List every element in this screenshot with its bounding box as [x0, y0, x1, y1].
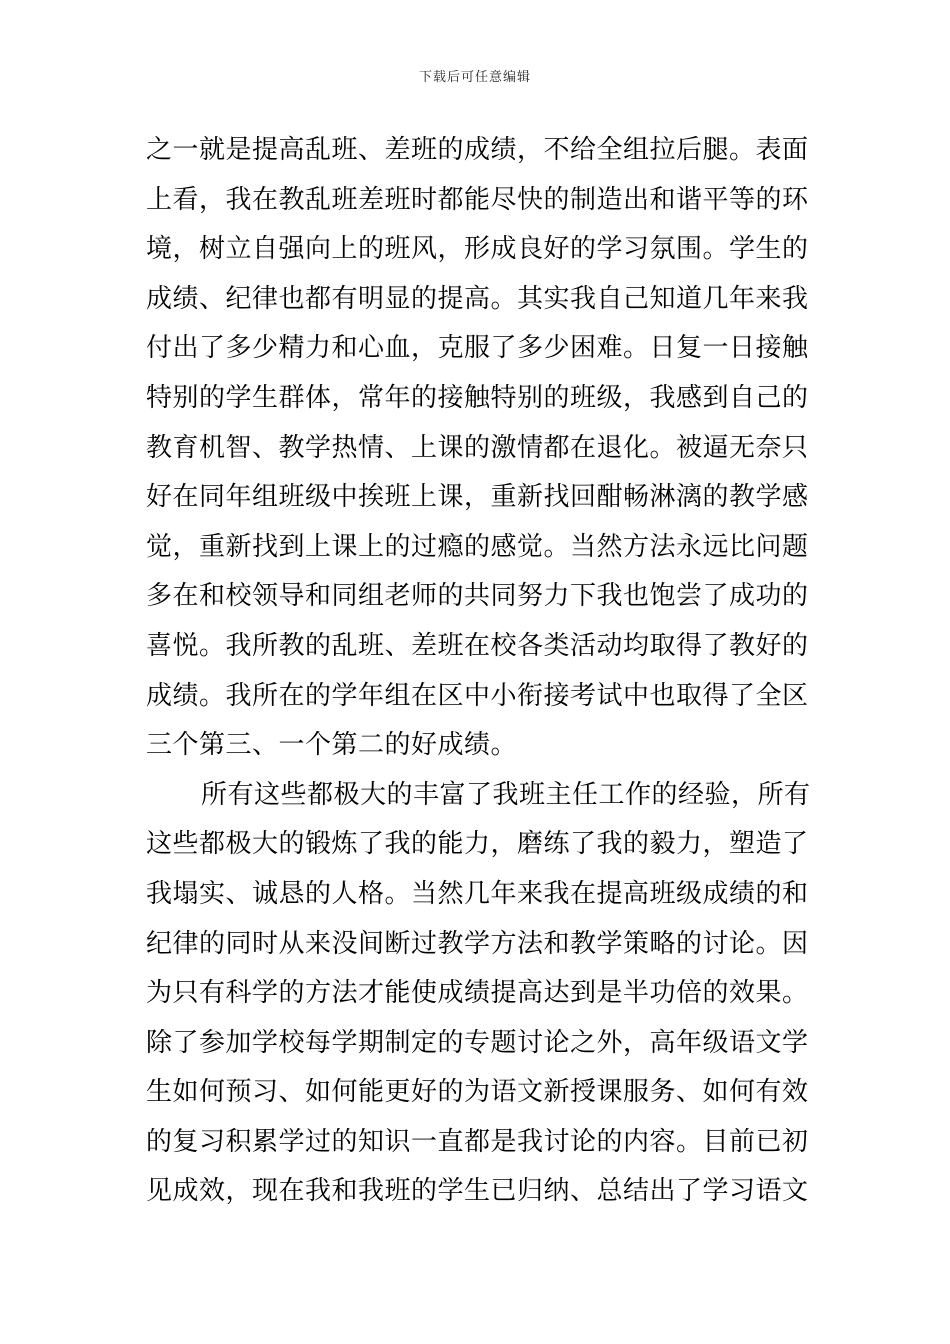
text-line: 的复习积累学过的知识一直都是我讨论的内容。目前已初 — [146, 1126, 809, 1157]
text-line: 成绩。我所在的学年组在区中小衔接考试中也取得了全区 — [146, 680, 809, 711]
text-line: 特别的学生群体，常年的接触特别的班级，我感到自己的 — [146, 382, 809, 413]
text-line: 之一就是提高乱班、差班的成绩，不给全组拉后腿。表面 — [146, 135, 809, 165]
text-line: 成绩、纪律也都有明显的提高。其实我自己知道几年来我 — [146, 283, 809, 314]
text-line: 我塌实、诚恳的人格。当然几年来我在提高班级成绩的和 — [146, 878, 809, 909]
header-note: 下载后可任意编辑 — [418, 70, 531, 85]
text-line: 多在和校领导和同组老师的共同努力下我也饱尝了成功的 — [146, 581, 809, 612]
paragraph-start-line: 所有这些都极大的丰富了我班主任工作的经验，所有 — [201, 779, 811, 810]
text-line: 上看，我在教乱班差班时都能尽快的制造出和谐平等的环 — [146, 184, 809, 215]
text-line: 生如何预习、如何能更好的为语文新授课服务、如何有效 — [146, 1077, 809, 1108]
text-line: 境，树立自强向上的班风，形成良好的学习氛围。学生的 — [146, 234, 809, 265]
text-line: 三个第三、一个第二的好成绩。 — [146, 730, 518, 761]
text-line: 教育机智、教学热情、上课的激情都在退化。被逼无奈只 — [146, 432, 809, 463]
text-line: 喜悦。我所教的乱班、差班在校各类活动均取得了教好的 — [146, 630, 809, 661]
document-body — [146, 126, 810, 1217]
text-line: 为只有科学的方法才能使成绩提高达到是半功倍的效果。 — [146, 978, 809, 1009]
text-line: 付出了多少精力和心血，克服了多少困难。日复一日接触 — [146, 333, 809, 364]
text-line: 好在同年组班级中挨班上课，重新找回酣畅淋漓的教学感 — [146, 482, 809, 513]
text-line: 见成效，现在我和我班的学生已归纳、总结出了学习语文 — [146, 1176, 809, 1207]
text-line: 纪律的同时从来没间断过教学方法和教学策略的讨论。因 — [146, 928, 809, 959]
text-line: 除了参加学校每学期制定的专题讨论之外，高年级语文学 — [146, 1027, 809, 1058]
text-line: 这些都极大的锻炼了我的能力，磨练了我的毅力，塑造了 — [146, 829, 809, 860]
text-line: 觉，重新找到上课上的过瘾的感觉。当然方法永远比问题 — [146, 531, 809, 562]
